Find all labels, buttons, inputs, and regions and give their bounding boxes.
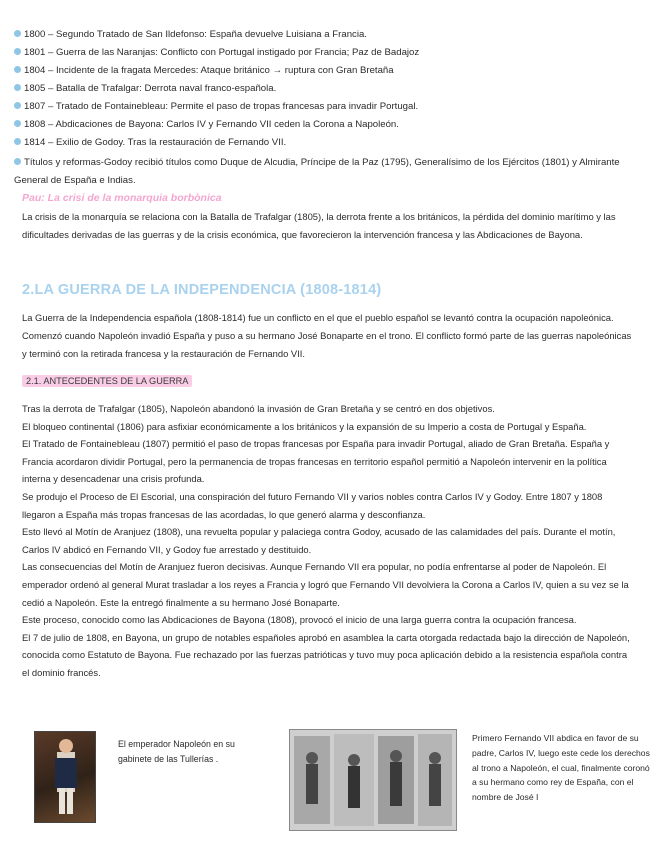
timeline-item: 1800 – Segundo Tratado de San Ildefonso: España devuelve Luisiana a Francia. [14,28,367,42]
timeline-item: 1801 – Guerra de las Naranjas: Conflicto con Portugal instigado por Francia; Paz de Badajoz [14,46,419,60]
body-paragraph: El 7 de julio de 1808, en Bayona, un grupo de notables españoles aprobó en asamblea la carta otorgada redactada bajo la dirección de Napoleón, conocida como Estatuto de Bayona. Fue rechazado por las fuerzas patrióticas y tuvo muy poca aplicación debido a la resistencia española contra el dominio francés. [22,631,630,678]
section-intro: La Guerra de la Independencia española (1808-1814) fue un conflicto en el que el pueblo español se levantó contra la ocupación napoleónica. Comenzó cuando Napoleón invadió España y puso a su hermano José Bonaparte en el trono. El conflicto formó parte de las guerras napoleónicas y terminó con la retirada francesa y la restauración de Fernando VII. [22,312,632,359]
body-paragraph: Se produjo el Proceso de El Escorial, una conspiración del futuro Fernando VII y varios nobles contra Carlos IV y Godoy. Entre 1807 y 1808 llegaron a España más tropas francesas de las acordadas, lo que generó alarma y desconfianza. [22,490,603,520]
body-paragraph: Este proceso, conocido como las Abdicaciones de Bayona (1808), provocó el inicio de una larga guerra contra la ocupación francesa. [22,614,577,626]
napoleon-portrait-image [34,731,96,823]
bullet-dot-icon [14,158,21,165]
timeline-item: 1807 – Tratado de Fontainebleau: Permite el paso de tropas francesas para invadir Portugal. [14,100,418,114]
subsection-title: 2.1. ANTECEDENTES DE LA GUERRA [22,375,192,387]
section-title: 2.LA GUERRA DE LA INDEPENDENCIA (1808-1814) [22,282,382,298]
napoleon-caption: El emperador Napoleón en su gabinete de las Tullerías . [118,739,235,764]
pau-paragraph: La crisis de la monarquía se relaciona con la Batalla de Trafalgar (1805), la derrota frente a los británicos, la pérdida del dominio marítimo y las dificultades derivadas de las guerras y de la crisis económica, que favorecieron la intervención francesa y las Abdicaciones de Bayona. [22,211,616,240]
bullet-dot-icon [14,30,21,37]
pau-heading: Pau: La crisi de la monarquia borbònica [22,192,222,204]
body-paragraph: Tras la derrota de Trafalgar (1805), Napoleón abandonó la invasión de Gran Bretaña y se centró en dos objetivos. [22,403,495,414]
timeline-item: 1814 – Exilio de Godoy. Tras la restauración de Fernando VII. [14,136,286,150]
antecedentes-body [22,400,634,682]
body-paragraph: El bloqueo continental (1806) para asfixiar económicamente a los británicos y la expansión de su Imperio a costa de Portugal y España. [22,420,587,432]
body-paragraph: Esto llevó al Motín de Aranjuez (1808), una revuelta popular y palaciega contra Godoy, acusado de las calamidades del país. Durante el motín, Carlos IV abdicó en Fernando VII, y Godoy fue arrestado y destituido. [22,526,616,555]
bullet-dot-icon [14,120,21,127]
timeline-item: 1804 – Incidente de la fragata Mercedes: Ataque británico → ruptura con Gran Bretaña [14,64,394,78]
bullet-dot-icon [14,66,21,73]
body-paragraph: Las consecuencias del Motín de Aranjuez fueron decisivas. Aunque Fernando VII era popular, no podía enfrentarse al poder de Napoleón. El emperador ordenó al general Murat trasladar a los reyes a Francia y logró que Fernando VII devolviera la Corona a Carlos IV, quien a su vez se la cedió a Napoleón. Este la entregó finalmente a su hermano José Bonaparte. [22,561,629,608]
bullet-dot-icon [14,48,21,55]
timeline-item: 1805 – Batalla de Trafalgar: Derrota naval franco-española. [14,82,276,96]
bullet-dot-icon [14,84,21,91]
bullet-dot-icon [14,138,21,145]
body-paragraph: El Tratado de Fontainebleau (1807) permitió el paso de tropas francesas por España para invadir Portugal, aliado de Gran Bretaña. España y Francia acordaron dividir Portugal, pero la permanencia de tropas francesas en territorio español permitió a Napoleón intervenir en la política interna y desencadenar una crisis profunda. [22,438,610,485]
abdication-illustration-image [289,729,457,831]
timeline-item: Títulos y reformas-Godoy recibió títulos como Duque de Alcudia, Príncipe de la Paz (1795), Generalísimo de los Ejércitos (1801) y Almirante General de España e Indias. [14,157,620,186]
bullet-dot-icon [14,102,21,109]
abdication-caption: Primero Fernando VII abdica en favor de su padre, Carlos IV, luego este cede los derechos al trono a Napoleón, el cual, finalmente coronó a su hermano como rey de España, con el nombre de José I [472,733,650,803]
timeline-item: 1808 – Abdicaciones de Bayona: Carlos IV y Fernando VII ceden la Corona a Napoleón. [14,118,399,132]
